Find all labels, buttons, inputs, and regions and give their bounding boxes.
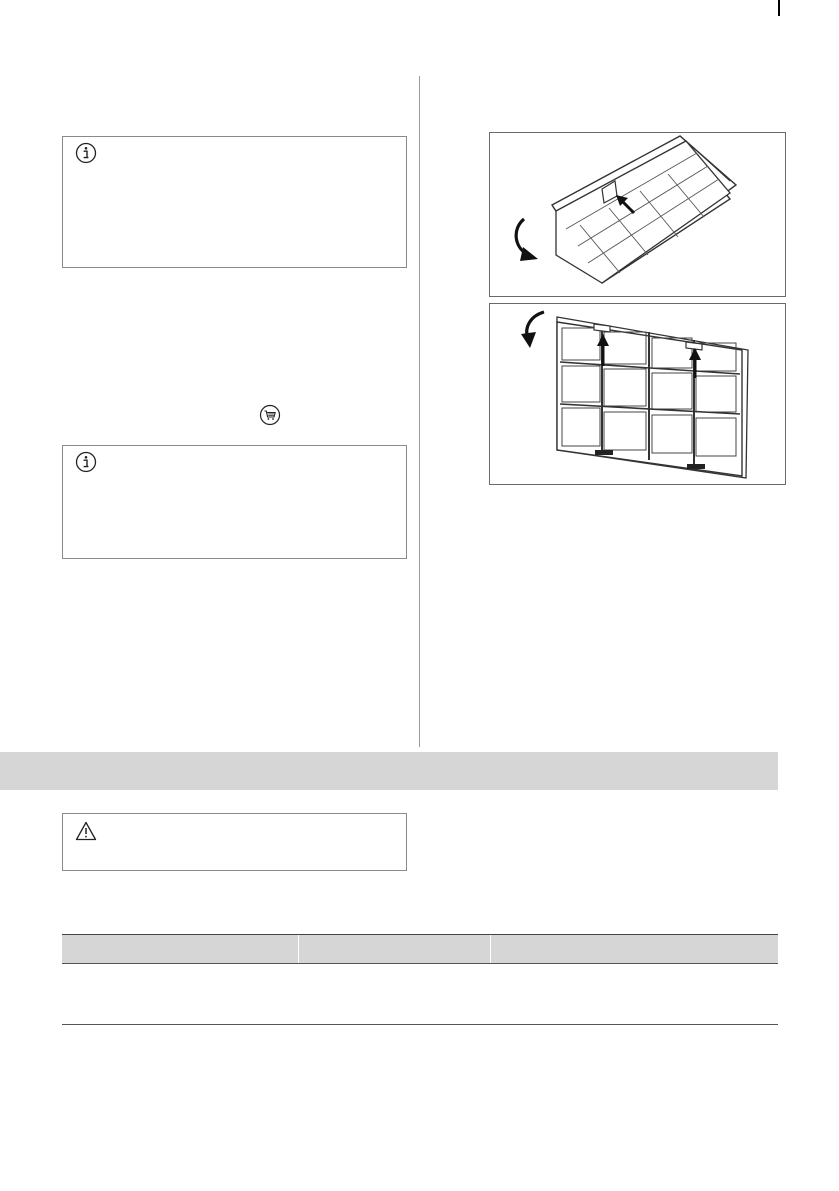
filter-removal-figure-1 — [489, 132, 786, 297]
column-separator — [490, 935, 491, 963]
column-separator — [298, 935, 299, 963]
filter-removal-figure-2 — [489, 303, 786, 485]
info-icon — [75, 142, 97, 164]
crop-mark — [778, 0, 780, 16]
rotate-arrow-icon — [516, 219, 538, 261]
section-heading-bar — [0, 752, 778, 790]
warning-note-box — [62, 813, 407, 871]
info-icon — [75, 451, 97, 473]
shopping-cart-icon — [259, 404, 281, 426]
info-note-box-1 — [62, 136, 407, 268]
info-note-box-2 — [62, 445, 407, 559]
table-header — [62, 934, 778, 963]
warning-icon — [75, 820, 97, 842]
table-row — [62, 963, 778, 1025]
rotate-arrow-icon — [521, 312, 544, 348]
column-divider — [419, 76, 420, 747]
troubleshooting-table — [62, 934, 778, 1025]
filter-tilt-illustration — [490, 133, 785, 296]
filter-front-illustration — [490, 304, 785, 484]
